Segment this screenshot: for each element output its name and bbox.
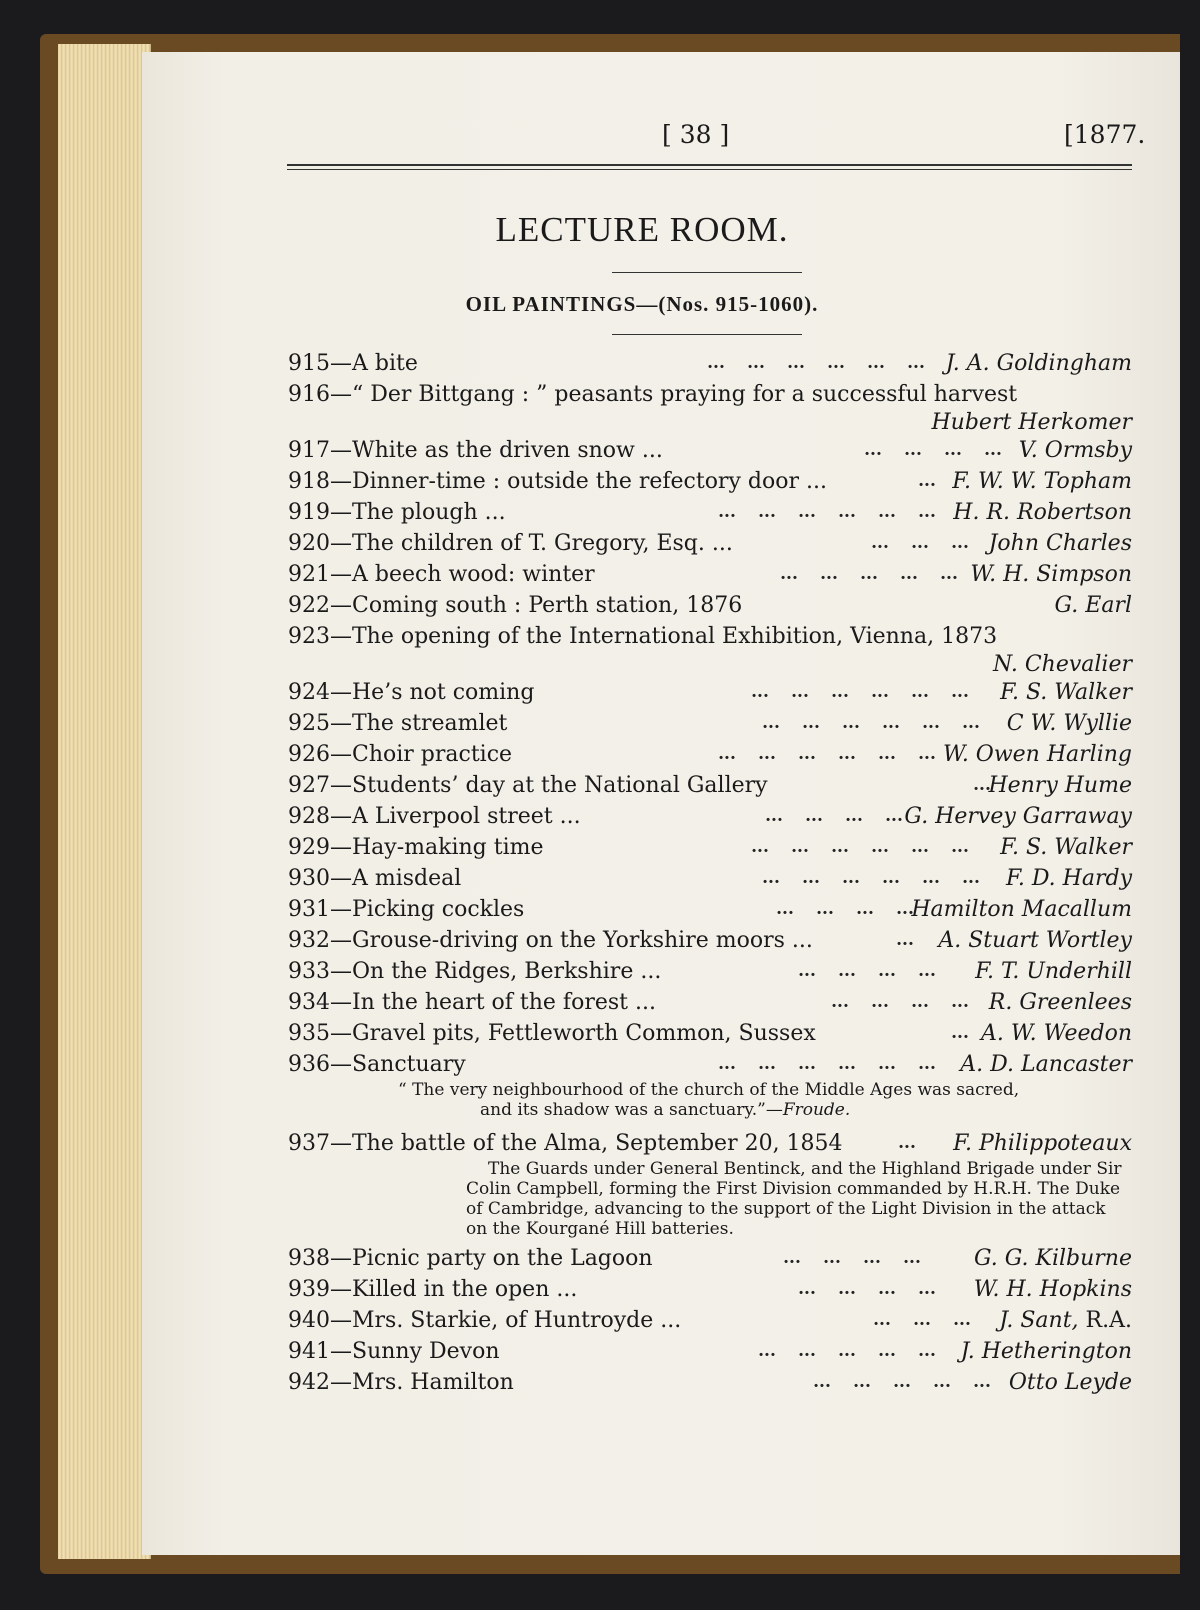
list-item — [288, 677, 1132, 708]
catalogue-page — [142, 52, 1180, 1555]
leader-dots: ... — [898, 1133, 916, 1153]
leader-dots: ... — [951, 1023, 969, 1043]
leader-dots: ... ... ... ... — [776, 899, 914, 919]
entry-title: 920—The children of T. Gregory, Esq. ... — [288, 531, 733, 556]
entry-title: 939—Killed in the open ... — [288, 1277, 578, 1302]
entry-title: 915—A bite — [288, 351, 418, 376]
leader-dots: ... ... ... ... ... — [758, 1341, 936, 1361]
list-item — [288, 348, 1132, 379]
entry-title: 917—White as the driven snow ... — [288, 438, 663, 463]
entry-title: 929—Hay-making time — [288, 835, 544, 860]
entry-title: 928—A Liverpool street ... — [288, 804, 581, 829]
entry-artist: F. T. Underhill — [975, 959, 1132, 984]
list-item — [288, 590, 1132, 621]
entry-title: 918—Dinner-time : outside the refectory door ... — [288, 469, 827, 494]
leader-dots: ... ... ... ... ... ... — [751, 837, 969, 857]
entry-artist: F. Philippoteaux — [953, 1131, 1132, 1156]
list-item — [288, 1305, 1132, 1336]
entry-artist: W. H. Hopkins — [973, 1277, 1132, 1302]
list-item — [288, 801, 1132, 832]
leader-dots: ... ... ... ... — [831, 992, 969, 1012]
list-item — [288, 863, 1132, 894]
entry-list — [288, 348, 1132, 1398]
entry-artist: W. H. Simpson — [970, 562, 1132, 587]
entry-title: 936—Sanctuary — [288, 1052, 466, 1077]
entry-title: 924—He’s not coming — [288, 680, 535, 705]
entry-title: 931—Picking cockles — [288, 897, 525, 922]
header-rule — [287, 164, 1132, 166]
leader-dots: ... — [918, 471, 936, 491]
list-item — [288, 466, 1132, 497]
leader-dots: ... ... ... ... — [783, 1248, 921, 1268]
note-line: Colin Campbell, forming the First Division commanded by H.R.H. The Duke — [466, 1179, 1121, 1199]
leader-dots: ... ... ... ... — [864, 440, 1002, 460]
entry-title: 925—The streamlet — [288, 711, 508, 736]
list-item — [288, 739, 1132, 770]
list-item — [288, 1367, 1132, 1398]
entry-note-937 — [288, 1159, 1132, 1243]
entry-title: 938—Picnic party on the Lagoon — [288, 1246, 653, 1271]
leader-dots: ... ... ... ... ... ... — [762, 713, 980, 733]
list-item — [288, 497, 1132, 528]
entry-artist: N. Chevalier — [992, 652, 1132, 677]
list-item — [288, 925, 1132, 956]
entry-artist: A. D. Lancaster — [960, 1052, 1132, 1077]
entry-artist: R. Greenlees — [988, 990, 1132, 1015]
entry-title: 922—Coming south : Perth station, 1876 — [288, 593, 743, 618]
list-item — [288, 987, 1132, 1018]
leader-dots: ... ... ... — [871, 533, 969, 553]
section-subtitle: OIL PAINTINGS—(Nos. 915-1060). — [465, 292, 819, 316]
note-line: on the Kourgané Hill batteries. — [466, 1219, 734, 1239]
leader-dots: ... ... ... ... ... ... — [751, 682, 969, 702]
entry-title: 921—A beech wood: winter — [288, 562, 595, 587]
entry-artist: F. S. Walker — [1000, 835, 1132, 860]
entry-artist: Hubert Herkomer — [931, 410, 1132, 435]
list-item — [288, 435, 1132, 466]
entry-artist: C W. Wyllie — [1006, 711, 1132, 736]
leader-dots: ... ... ... ... ... ... — [707, 353, 925, 373]
page-title: LECTURE ROOM. — [495, 210, 789, 249]
entry-artist: G. G. Kilburne — [973, 1246, 1132, 1271]
leader-dots: ... ... ... ... — [798, 961, 936, 981]
entry-artist: J. Hetherington — [960, 1339, 1132, 1364]
entry-title: 940—Mrs. Starkie, of Huntroyde ... — [288, 1308, 682, 1333]
entry-artist: F. S. Walker — [1000, 680, 1132, 705]
entry-artist: F. D. Hardy — [1006, 866, 1132, 891]
entry-artist: J. A. Goldingham — [945, 351, 1132, 376]
list-item — [288, 1049, 1132, 1080]
entry-title: 935—Gravel pits, Fettleworth Common, Sussex — [288, 1021, 816, 1046]
header-rule-thin — [287, 169, 1132, 170]
page-edges — [58, 44, 151, 1559]
entry-artist: Henry Hume — [988, 773, 1132, 798]
page-year: [1877. — [1064, 120, 1146, 149]
leader-dots: ... — [973, 775, 991, 795]
leader-dots: ... ... ... ... ... ... — [718, 1054, 936, 1074]
list-item — [288, 956, 1132, 987]
note-line: of Cambridge, advancing to the support of the Light Division in the attack — [466, 1199, 1106, 1219]
leader-dots: ... ... ... — [873, 1310, 971, 1330]
leader-dots: ... ... ... ... ... ... — [718, 744, 936, 764]
entry-artist: H. R. Robertson — [953, 500, 1132, 525]
entry-title: 932—Grouse-driving on the Yorkshire moors ... — [288, 928, 813, 953]
leader-dots: ... ... ... ... — [765, 806, 903, 826]
note-line: “ The very neighbourhood of the church of the Middle Ages was sacred, — [398, 1080, 1020, 1100]
list-item — [288, 1274, 1132, 1305]
entry-artist: Hamilton Macallum — [911, 897, 1132, 922]
list-item — [288, 708, 1132, 739]
entry-title: 926—Choir practice — [288, 742, 513, 767]
list-item — [288, 379, 1132, 435]
entry-title: 927—Students’ day at the National Gallery — [288, 773, 768, 798]
list-item — [288, 559, 1132, 590]
list-item — [288, 770, 1132, 801]
entry-artist: W. Owen Harling — [943, 742, 1132, 767]
entry-title: 937—The battle of the Alma, September 20, 1854 — [288, 1131, 843, 1156]
leader-dots: ... ... ... ... ... — [813, 1372, 991, 1392]
list-item — [288, 1128, 1132, 1159]
entry-title: 930—A misdeal — [288, 866, 462, 891]
list-item — [288, 1243, 1132, 1274]
leader-dots: ... ... ... ... ... ... — [718, 502, 936, 522]
entry-title: 919—The plough ... — [288, 500, 506, 525]
leader-dots: ... ... ... ... — [798, 1279, 936, 1299]
note-line: and its shadow was a sanctuary.”—Froude. — [480, 1100, 851, 1120]
list-item — [288, 1018, 1132, 1049]
entry-artist: John Charles — [988, 531, 1132, 556]
title-rule — [612, 272, 802, 273]
entry-artist: J. Sant, R.A. — [999, 1308, 1132, 1333]
entry-artist: F. W. W. Topham — [952, 469, 1132, 494]
entry-artist: Otto Leyde — [1008, 1370, 1132, 1395]
list-item — [288, 832, 1132, 863]
list-item — [288, 528, 1132, 559]
entry-title: 942—Mrs. Hamilton — [288, 1370, 514, 1395]
note-line: The Guards under General Bentinck, and the Highland Brigade under Sir — [488, 1159, 1122, 1179]
leader-dots: ... ... ... ... ... ... — [762, 868, 980, 888]
entry-artist: V. Ormsby — [1018, 438, 1132, 463]
entry-note-936 — [288, 1080, 1132, 1128]
subtitle-rule — [612, 334, 802, 335]
entry-artist: A. Stuart Wortley — [938, 928, 1132, 953]
entry-title: 916—“ Der Bittgang : ” peasants praying for a successful harvest — [288, 382, 1018, 407]
list-item — [288, 1336, 1132, 1367]
entry-artist: G. Earl — [1054, 593, 1132, 618]
leader-dots: ... — [896, 930, 914, 950]
note-source: Froude. — [782, 1100, 851, 1120]
entry-title: 923—The opening of the International Exhibition, Vienna, 1873 — [288, 624, 998, 649]
entry-artist: A. W. Weedon — [981, 1021, 1132, 1046]
entry-artist: G. Hervey Garraway — [904, 804, 1132, 829]
entry-title: 933—On the Ridges, Berkshire ... — [288, 959, 662, 984]
entry-title: 934—In the heart of the forest ... — [288, 990, 656, 1015]
list-item — [288, 621, 1132, 677]
list-item — [288, 894, 1132, 925]
page-number: [ 38 ] — [662, 120, 730, 149]
entry-title: 941—Sunny Devon — [288, 1339, 500, 1364]
leader-dots: ... ... ... ... ... — [780, 564, 958, 584]
